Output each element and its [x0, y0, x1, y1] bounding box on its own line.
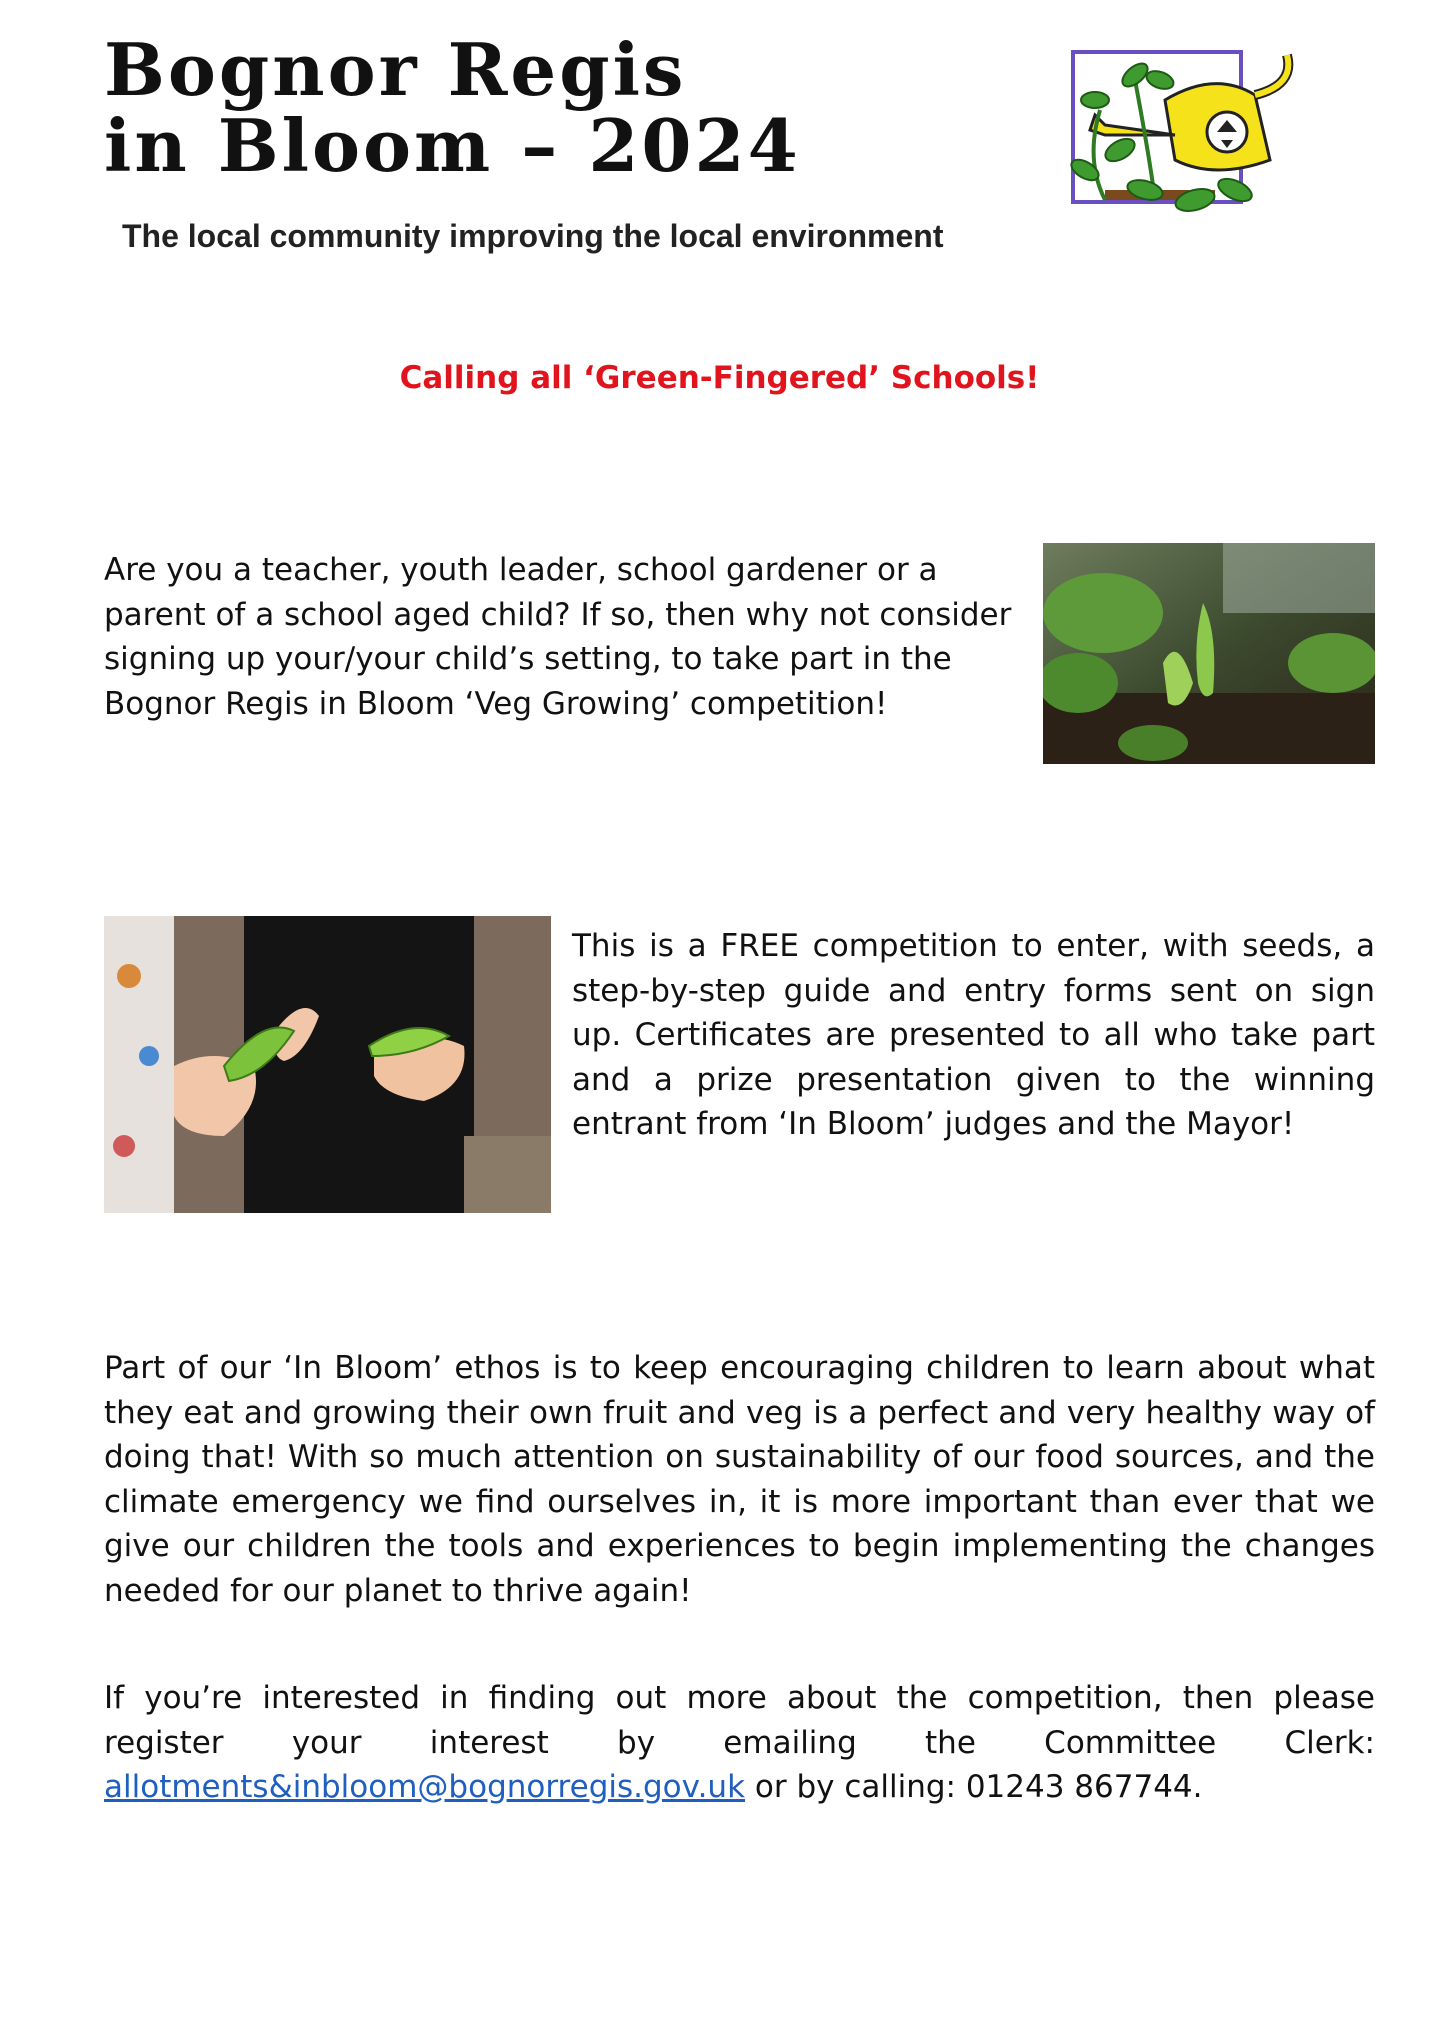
title-line-1: Bognor Regis — [104, 27, 687, 112]
committee-clerk-email-link[interactable]: allotments&inbloom@bognorregis.gov.uk — [104, 1769, 746, 1805]
intro-paragraph: Are you a teacher, youth leader, school gardener or a parent of a school aged child? If so, then why not consider signing up your/your child’s setting, to take part in the Bognor Regis in Bloom ‘Veg Growing’ competition! — [104, 552, 1012, 722]
contact-paragraph — [104, 1676, 1375, 1810]
headline: Calling all ‘Green-Fingered’ Schools! — [399, 360, 1040, 396]
tagline: The local community improving the local environment — [122, 218, 944, 254]
free-competition-paragraph: This is a FREE competition to enter, with seeds, a step-by-step guide and entry forms sent on sign up. Certificates are presented to all who take part and a prize presentation given to the winning entrant from ‘In Bloom’ judges and the Mayor! — [572, 928, 1375, 1142]
watering-can-with-plants-icon — [1065, 40, 1295, 232]
pea-plants-photo — [1043, 543, 1375, 764]
contact-text-after: or by calling: 01243 867744. — [745, 1769, 1203, 1805]
page-title — [104, 27, 1064, 188]
title-line-2: in Bloom – 2024 — [104, 103, 801, 188]
contact-text-before: If you’re interested in finding out more about the competition, then please register your interest by emailing the Committee Clerk: — [104, 1680, 1375, 1761]
ethos-paragraph: Part of our ‘In Bloom’ ethos is to keep encouraging children to learn about what they eat and growing their own fruit and veg is a perfect and very healthy way of doing that! With so much attention on sustainability of our food sources, and the climate emergency we find ourselves in, it is more important than ever that we give our children the tools and experiences to begin implementing the changes needed for our planet to thrive again! — [104, 1350, 1375, 1609]
children-hands-holding-pea-pods-photo — [104, 916, 551, 1213]
